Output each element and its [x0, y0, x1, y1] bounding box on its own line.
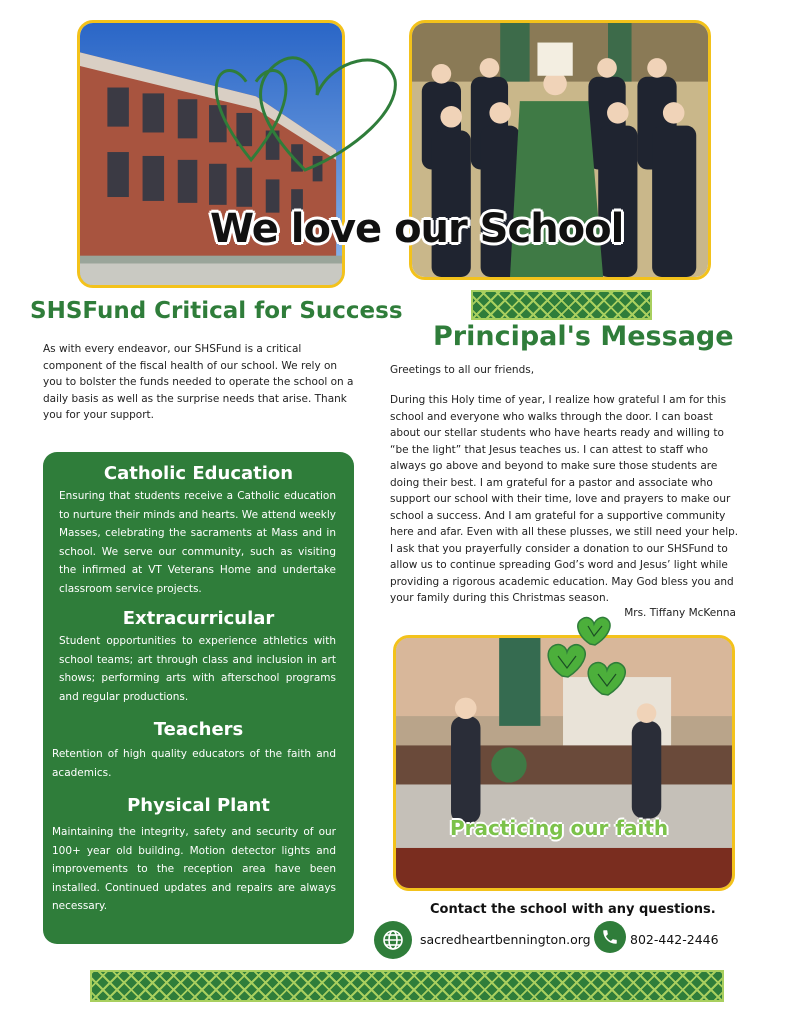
faith-photo-caption: Practicing our faith [450, 816, 669, 840]
hero-title: We love our School [210, 206, 624, 252]
section-text-teachers: Retention of high quality educators of the faith and academics. [52, 748, 336, 779]
section-text-extracurricular: Student opportunities to experience athletics with school teams; art through class and inclusion in art shows; performing arts with afterschool programs and regular productions. [59, 635, 336, 703]
contact-label: Contact the school with any questions. [430, 902, 716, 917]
website-link[interactable]: sacredheartbennington.org [420, 932, 591, 947]
decorative-pattern-bottom [90, 970, 724, 1002]
fund-intro: As with every endeavor, our SHSFund is a critical component of the fiscal health of our school. We rely on you to bolster the funds needed to operate the school on a daily basis as well as the surprise needs that arise. Thank you for your support. [43, 343, 354, 421]
section-title-catholic-education: Catholic Education [103, 463, 294, 484]
section-title-teachers: Teachers [153, 719, 244, 740]
section-title-extracurricular: Extracurricular [122, 608, 275, 629]
section-text-physical-plant: Maintaining the integrity, safety and security of our 100+ year old building. Motion detector lights and improvements to the reception area have been installed. Continued updates and repairs are always necessary. [52, 826, 336, 912]
principal-signature: Mrs. Tiffany McKenna [624, 607, 736, 619]
principal-greeting: Greetings to all our friends, [390, 364, 535, 376]
phone-icon[interactable] [594, 921, 626, 953]
fund-heading: SHSFund Critical for Success [30, 298, 403, 324]
heart-outline-icon [245, 40, 405, 190]
principal-heading: Principal's Message [433, 321, 734, 352]
phone-number[interactable]: 802-442-2446 [630, 932, 719, 947]
section-text-catholic-education: Ensuring that students receive a Catholic education to nurture their minds and hearts. We attend weekly Masses, celebrating the sacraments at Mass and in school. We serve our community, such as visiting the infirmed at VT Veterans Home and undertake classroom service projects. [59, 490, 336, 595]
section-title-physical-plant: Physical Plant [127, 795, 270, 816]
globe-icon[interactable] [374, 921, 412, 959]
decorative-pattern-top [471, 290, 652, 320]
principal-message: During this Holy time of year, I realize how grateful I am for this school and everyone who walks through the door. I can boast about our stellar students who have hearts ready and willing to “be the light” that Jesus teaches us. I can attest to staff who always go above and beyond to make sure those students are doing their best. I am grateful for a pastor and associate who support our school with their time, love and prayers to make our school a success. And I am grateful for a supportive community here and afar. Even with all these plusses, we still need your help. I ask that you prayerfully consider a donation to our SHSFund to allow us to continue spreading God’s word and Jesus’ light while providing a rigorous academic education. May God bless you and your family during this Christmas season. [390, 394, 739, 604]
green-hearts-icon [540, 614, 630, 698]
